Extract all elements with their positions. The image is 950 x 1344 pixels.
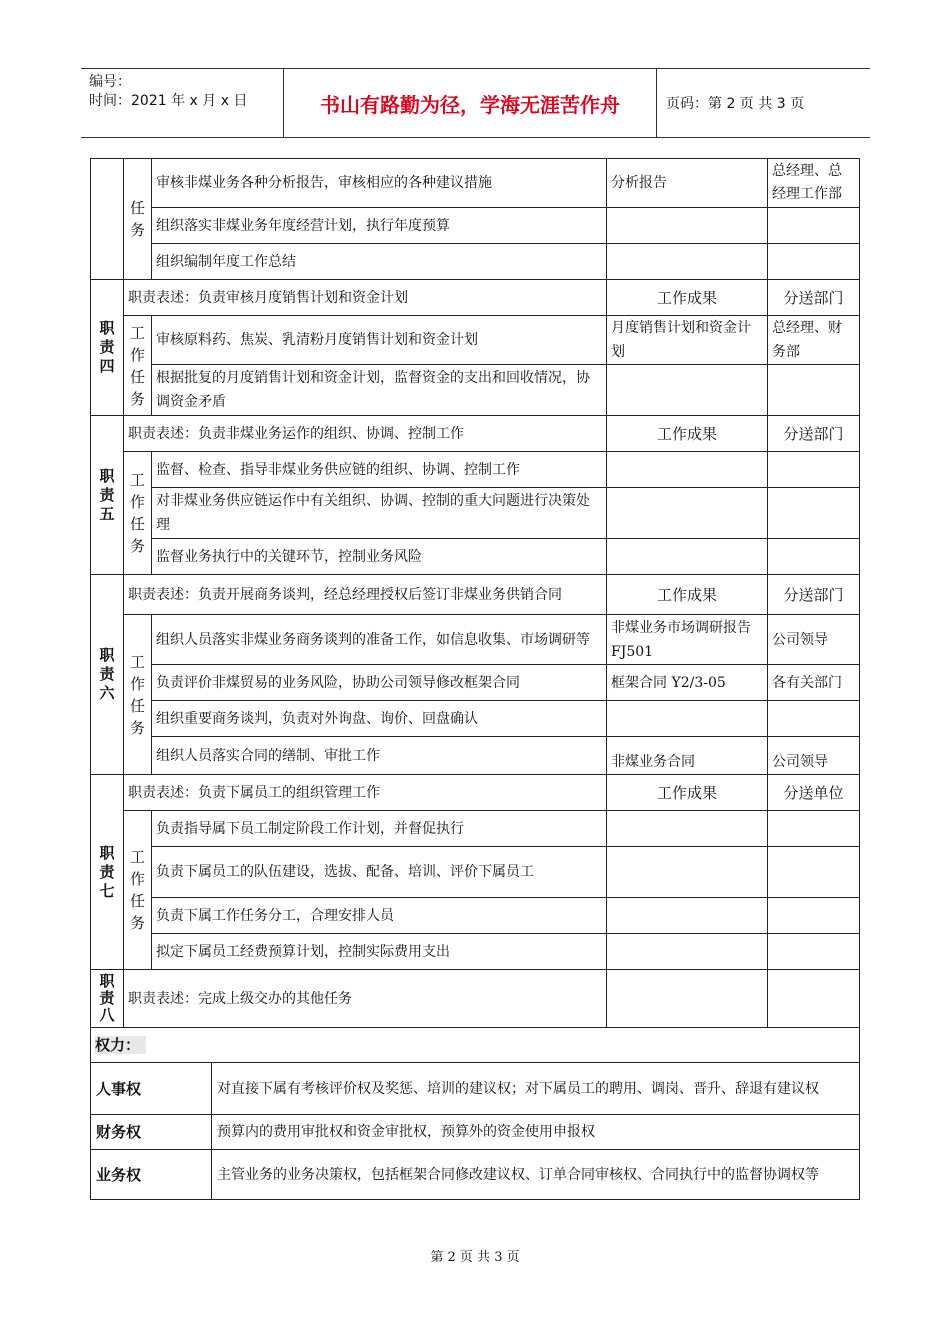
table-row	[91, 615, 860, 665]
task-dept	[768, 811, 860, 847]
empty-cell	[607, 970, 768, 1028]
header-motto: 书山有路勤为径，学海无涯苦作舟	[284, 69, 657, 137]
table-row	[91, 934, 860, 970]
duty-description: 职责表述：负责开展商务谈判，经总经理授权后签订非煤业务供销合同	[124, 575, 607, 615]
task-result: 分析报告	[607, 159, 768, 208]
table-row	[91, 280, 860, 316]
task-dept: 各有关部门	[768, 665, 860, 701]
empty-cell	[768, 970, 860, 1028]
page-header	[81, 68, 870, 138]
table-row	[91, 452, 860, 488]
task-result: 框架合同 Y2/3-05	[607, 665, 768, 701]
task-result	[607, 539, 768, 575]
table-row	[91, 365, 860, 416]
task-dept	[768, 539, 860, 575]
task-result: 非煤业务合同	[607, 737, 768, 775]
task-text: 对非煤业务供应链运作中有关组织、协调、控制的重大问题进行决策处理	[152, 488, 607, 539]
table-row	[91, 539, 860, 575]
task-text: 审核非煤业务各种分析报告，审核相应的各种建议措施	[152, 159, 607, 208]
power-text: 对直接下属有考核评价权及奖惩、培训的建议权；对下属员工的聘用、调岗、晋升、辞退有建议权	[212, 1063, 860, 1115]
task-dept	[768, 898, 860, 934]
dept-header: 分送部门	[768, 416, 860, 452]
result-header: 工作成果	[607, 575, 768, 615]
duty-label-cell	[91, 159, 124, 280]
duty-description: 职责表述：负责非煤业务运作的组织、协调、控制工作	[124, 416, 607, 452]
task-label: 工 作 任 务	[124, 615, 152, 775]
task-result: 月度销售计划和资金计划	[607, 316, 768, 365]
duty-description: 职责表述：负责下属员工的组织管理工作	[124, 775, 607, 811]
powers-table	[90, 1027, 860, 1200]
doc-code-label: 编号：	[89, 74, 131, 90]
task-text: 拟定下属员工经费预算计划，控制实际费用支出	[152, 934, 607, 970]
task-dept: 公司领导	[768, 615, 860, 665]
task-label: 工 作 任 务	[124, 811, 152, 970]
task-text: 监督业务执行中的关键环节，控制业务风险	[152, 539, 607, 575]
task-result	[607, 244, 768, 280]
task-text: 根据批复的月度销售计划和资金计划，监督资金的支出和回收情况，协调资金矛盾	[152, 365, 607, 416]
header-meta	[81, 69, 284, 137]
duty-label: 职 责 五	[91, 416, 124, 575]
task-dept: 总经理、总经理工作部	[768, 159, 860, 208]
doc-date: 时间：2021 年 x 月 x 日	[89, 93, 248, 109]
table-row	[91, 316, 860, 365]
task-dept	[768, 847, 860, 898]
duty-label: 职 责 八	[91, 970, 124, 1028]
task-text: 组织编制年度工作总结	[152, 244, 607, 280]
table-row	[91, 416, 860, 452]
duty-table	[90, 158, 860, 1028]
task-text: 组织重要商务谈判，负责对外询盘、询价、回盘确认	[152, 701, 607, 737]
dept-header: 分送单位	[768, 775, 860, 811]
task-result	[607, 811, 768, 847]
table-row	[91, 737, 860, 775]
table-row	[91, 970, 860, 1028]
task-dept	[768, 488, 860, 539]
power-text: 主管业务的业务决策权，包括框架合同修改建议权、订单合同审核权、合同执行中的监督协调权等	[212, 1150, 860, 1200]
task-text: 组织人员落实非煤业务商务谈判的准备工作，如信息收集、市场调研等	[152, 615, 607, 665]
task-result	[607, 365, 768, 416]
task-dept: 总经理、财务部	[768, 316, 860, 365]
table-row	[91, 775, 860, 811]
power-name: 业务权	[91, 1150, 212, 1200]
task-text: 负责指导属下员工制定阶段工作计划，并督促执行	[152, 811, 607, 847]
duty-label: 职 责 七	[91, 775, 124, 970]
task-text: 审核原料药、焦炭、乳清粉月度销售计划和资金计划	[152, 316, 607, 365]
dept-header: 分送部门	[768, 280, 860, 316]
table-row	[91, 1063, 860, 1115]
task-text: 负责下属工作任务分工，合理安排人员	[152, 898, 607, 934]
task-result	[607, 934, 768, 970]
result-header: 工作成果	[607, 775, 768, 811]
task-text: 组织落实非煤业务年度经营计划，执行年度预算	[152, 208, 607, 244]
result-header: 工作成果	[607, 280, 768, 316]
task-dept	[768, 208, 860, 244]
table-row	[91, 244, 860, 280]
duty-description: 职责表述：完成上级交办的其他任务	[124, 970, 607, 1028]
task-text: 组织人员落实合同的缮制、审批工作	[152, 737, 607, 775]
task-dept: 公司领导	[768, 737, 860, 775]
table-row	[91, 847, 860, 898]
task-dept	[768, 701, 860, 737]
table-row	[91, 1028, 860, 1063]
table-row	[91, 208, 860, 244]
table-row	[91, 159, 860, 208]
task-result	[607, 208, 768, 244]
task-result	[607, 701, 768, 737]
duty-description: 职责表述：负责审核月度销售计划和资金计划	[124, 280, 607, 316]
duty-label: 职 责 四	[91, 280, 124, 416]
power-text: 预算内的费用审批权和资金审批权，预算外的资金使用申报权	[212, 1115, 860, 1150]
task-label: 工 作 任 务	[124, 316, 152, 416]
table-row	[91, 701, 860, 737]
task-dept	[768, 365, 860, 416]
task-result	[607, 847, 768, 898]
task-label: 工 作 任 务	[124, 452, 152, 575]
power-name: 人事权	[91, 1063, 212, 1115]
table-row	[91, 665, 860, 701]
table-row	[91, 898, 860, 934]
task-result: 非煤业务市场调研报告 FJ501	[607, 615, 768, 665]
task-dept	[768, 244, 860, 280]
task-text: 负责下属员工的队伍建设，选拔、配备、培训、评价下属员工	[152, 847, 607, 898]
task-result	[607, 452, 768, 488]
task-text: 负责评价非煤贸易的业务风险，协助公司领导修改框架合同	[152, 665, 607, 701]
table-row	[91, 1150, 860, 1200]
powers-title-cell	[91, 1028, 860, 1063]
task-dept	[768, 452, 860, 488]
power-name: 财务权	[91, 1115, 212, 1150]
header-page-info: 页码：第 2 页 共 3 页	[666, 96, 805, 112]
page-footer: 第 2 页 共 3 页	[430, 1250, 520, 1265]
task-label: 任 务	[124, 159, 152, 280]
task-result	[607, 488, 768, 539]
table-row	[91, 811, 860, 847]
table-row	[91, 488, 860, 539]
task-result	[607, 898, 768, 934]
duty-label: 职 责 六	[91, 575, 124, 775]
task-text: 监督、检查、指导非煤业务供应链的组织、协调、控制工作	[152, 452, 607, 488]
dept-header: 分送部门	[768, 575, 860, 615]
powers-title: 权力：	[95, 1036, 146, 1054]
result-header: 工作成果	[607, 416, 768, 452]
table-row	[91, 1115, 860, 1150]
task-dept	[768, 934, 860, 970]
table-row	[91, 575, 860, 615]
